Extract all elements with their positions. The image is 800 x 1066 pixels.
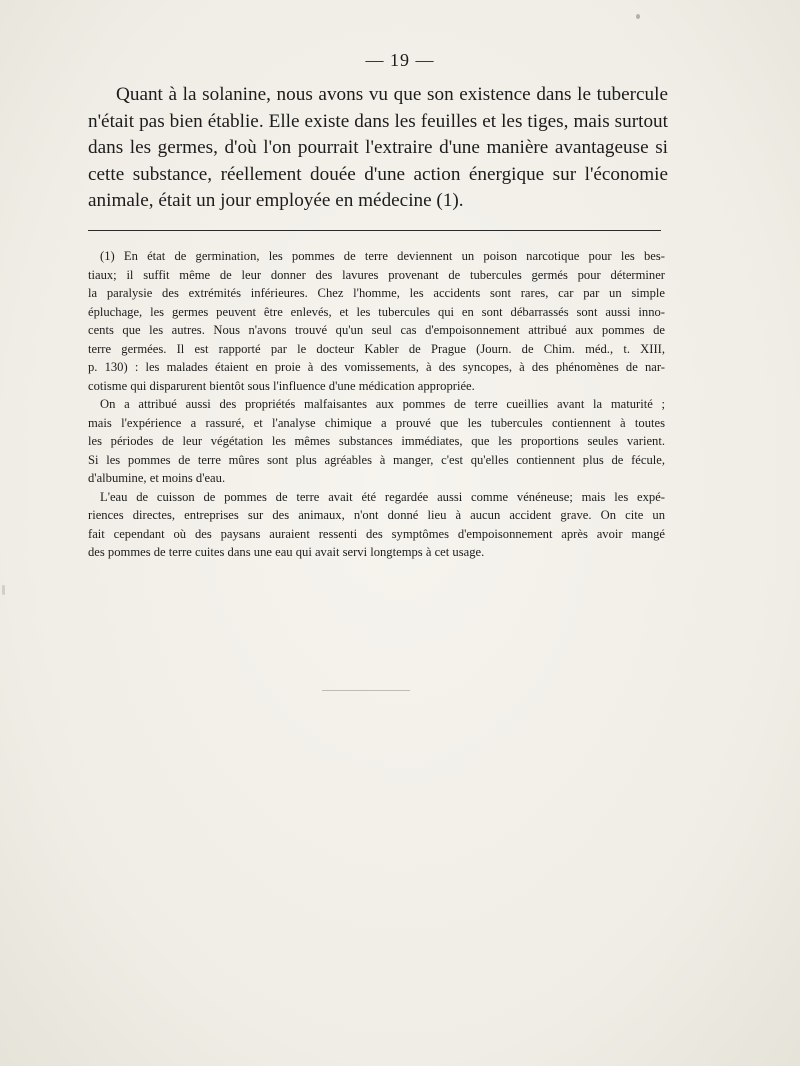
footnote-line: mais l'expérience a rassuré, et l'analyse chimique a prouvé que les tubercules contiennent à toutes (88, 415, 665, 430)
footnote-line: L'eau de cuisson de pommes de terre avait été regardée aussi comme vénéneuse; mais les expé- (100, 489, 665, 504)
footnote-line: terre germées. Il est rapporté par le docteur Kabler de Prague (Journ. de Chim. méd., t. XIII, (88, 341, 665, 356)
footnote-line: (1) En état de germination, les pommes de terre deviennent un poison narcotique pour les bes- (100, 249, 665, 263)
footnote-line: tiaux; il suffit même de leur donner des lavures provenant de tubercules germés pour déterminer (88, 267, 665, 282)
footnote-paragraph (88, 488, 665, 562)
footnote-separator (88, 230, 661, 231)
main-line: n'était pas bien établie. Elle existe dans les feuilles et les tiges, mais surtout (88, 110, 668, 132)
footnote-line: les périodes de leur végétation les mêmes substances immédiates, que les proportions seules varient. (88, 434, 665, 448)
footnote-line: fait cependant où des paysans auraient ressenti des symptômes d'empoisonnement après avoir mangé (88, 526, 665, 541)
footnote-line: d'albumine, et moins d'eau. (88, 471, 226, 485)
main-line: cette substance, réellement douée d'une action énergique sur l'économie (88, 163, 668, 185)
footnote-paragraph (88, 247, 665, 395)
footnote-line: cents que les autres. Nous n'avons trouvé qu'un seul cas d'empoisonnement attribué aux pommes de (88, 323, 665, 337)
main-line: Quant à la solanine, nous avons vu que son existence dans le tubercule (116, 84, 668, 105)
footnote-line: la paralysie des extrémités inférieures. Chez l'homme, les accidents sont rares, car par un simple (88, 286, 665, 300)
ink-speck (636, 14, 640, 19)
footnote-line: cotisme qui disparurent bientôt sous l'influence d'une médication appropriée. (88, 378, 475, 393)
footnote-line: p. 130) : les malades étaient en proie à des vomissements, à des syncopes, à des phénomènes de nar- (88, 360, 665, 374)
footnote-line: Si les pommes de terre mûres sont plus agréables à manger, c'est qu'elles contiennent plus de fécule, (88, 452, 665, 467)
footnotes (88, 247, 665, 562)
footnote-paragraph (88, 395, 665, 488)
bleed-through-shadow (70, 560, 710, 668)
main-line: dans les germes, d'où l'on pourrait l'extraire d'une manière avantageuse si (88, 137, 668, 158)
footnote-line: On a attribué aussi des propriétés malfaisantes aux pommes de terre cueillies avant la maturité ; (100, 397, 665, 411)
footnote-line: des pommes de terre cuites dans une eau qui avait servi longtemps à cet usage. (88, 545, 485, 559)
paper-mark (2, 585, 5, 595)
page-number: — 19 — (365, 50, 435, 70)
main-line: animale, était un jour employée en médecine (1). (88, 190, 464, 211)
footnote-line: riences directes, entreprises sur des animaux, n'ont donné lieu à aucun accident grave. On cite un (88, 508, 665, 522)
footnote-line: épluchage, les germes peuvent être enlevés, et les tubercules qui en sont débarrassés sont aussi inno- (88, 304, 665, 319)
main-paragraph (88, 82, 668, 215)
bleed-through-rule (322, 690, 410, 691)
